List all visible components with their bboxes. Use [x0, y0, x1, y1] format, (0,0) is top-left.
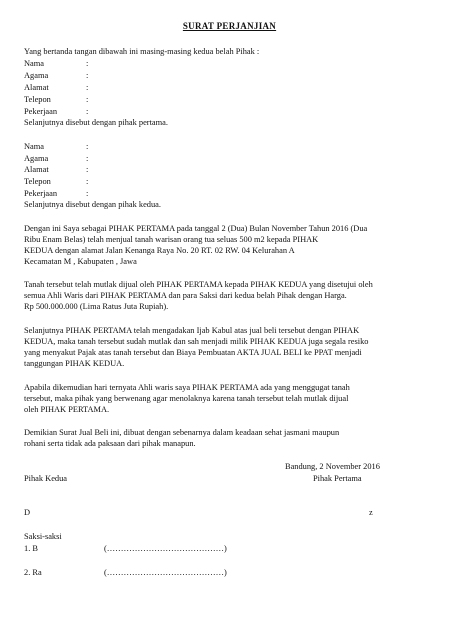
- witness-two-label: 2. Ra: [24, 568, 42, 577]
- paragraph-line: Kecamatan M , Kabupaten , Jawa: [24, 257, 137, 266]
- party-one-note: Selanjutnya disebut dengan pihak pertama.: [24, 118, 168, 127]
- paragraph-line: Selanjutnya PIHAK PERTAMA telah mengadakan Ijab Kabul atas jual beli tersebut dengan PIHAK: [24, 326, 360, 335]
- signature-right-initial: z: [369, 508, 373, 517]
- intro-text: Yang bertanda tangan dibawah ini masing-masing kedua belah Pihak :: [24, 47, 260, 56]
- field-name-label: Nama: [24, 142, 44, 151]
- paragraph-line: Tanah tersebut telah mutlak dijual oleh PIHAK PERTAMA kepada PIHAK KEDUA yang disetujui oleh: [24, 280, 373, 289]
- field-name-label: Nama: [24, 59, 44, 68]
- paragraph-line: yang menyakut Pajak atas tanah tersebut dan Biaya Pembuatan AKTA JUAL BELI ke PPAT menjadi: [24, 348, 362, 357]
- field-religion-label: Agama: [24, 71, 49, 80]
- field-colon: :: [86, 107, 89, 116]
- paragraph-line: tanggungan PIHAK KEDUA.: [24, 359, 125, 368]
- paragraph-line: rohani serta tidak ada paksaan dari pihak manapun.: [24, 439, 196, 448]
- paragraph-line: Rp 500.000.000 (Lima Ratus Juta Rupiah).: [24, 302, 169, 311]
- field-address-label: Alamat: [24, 83, 49, 92]
- field-colon: :: [86, 83, 89, 92]
- pihak-kedua-label: Pihak Kedua: [24, 474, 68, 483]
- paragraph-line: Apabila dikemudian hari ternyata Ahli waris saya PIHAK PERTAMA ada yang menggugat tanah: [24, 383, 350, 392]
- signature-left-initial: D: [24, 508, 31, 517]
- paragraph-line: Ribu Enam Belas) telah menjual tanah warisan orang tua seluas 500 m2 kepada PIHAK: [24, 235, 319, 244]
- field-phone-label: Telepon: [24, 177, 51, 186]
- witness-title: Saksi-saksi: [24, 532, 62, 541]
- field-job-label: Pekerjaan: [24, 189, 58, 198]
- witness-one-label: 1. B: [24, 544, 38, 553]
- party-two-note: Selanjutnya disebut dengan pihak kedua.: [24, 200, 161, 209]
- witness-one-signature-line: (……………………………………): [104, 544, 227, 553]
- place-date: Bandung, 2 November 2016: [285, 462, 380, 471]
- field-colon: :: [86, 189, 89, 198]
- field-phone-label: Telepon: [24, 95, 51, 104]
- field-address-label: Alamat: [24, 165, 49, 174]
- witness-two-signature-line: (……………………………………): [104, 568, 227, 577]
- field-religion-label: Agama: [24, 154, 49, 163]
- field-colon: :: [86, 59, 89, 68]
- pihak-pertama-label: Pihak Pertama: [313, 474, 362, 483]
- field-colon: :: [86, 142, 89, 151]
- paragraph-line: semua Ahli Waris dari PIHAK PERTAMA dan para Saksi dari kedua belah Pihak dengan Harga.: [24, 291, 347, 300]
- paragraph-line: KEDUA, maka tanah tersebut sudah mutlak dan sah menjadi milik PIHAK KEDUA juga segala resiko: [24, 337, 369, 346]
- document-title: SURAT PERJANJIAN: [182, 21, 277, 31]
- paragraph-line: tersebut, maka pihak yang berwenang agar menolaknya karena tanah tersebut telah mutlak dijual: [24, 394, 349, 403]
- paragraph-line: KEDUA dengan alamat Jalan Kenanga Raya No. 20 RT. 02 RW. 04 Kelurahan A: [24, 246, 295, 255]
- field-colon: :: [86, 165, 89, 174]
- field-colon: :: [86, 154, 89, 163]
- field-colon: :: [86, 177, 89, 186]
- field-job-label: Pekerjaan: [24, 107, 58, 116]
- field-colon: :: [86, 71, 89, 80]
- field-colon: :: [86, 95, 89, 104]
- paragraph-line: Dengan ini Saya sebagai PIHAK PERTAMA pada tanggal 2 (Dua) Bulan November Tahun 2016 (Dua: [24, 224, 368, 233]
- paragraph-line: oleh PIHAK PERTAMA.: [24, 405, 110, 414]
- paragraph-line: Demikian Surat Jual Beli ini, dibuat dengan sebenarnya dalam keadaan sehat jasmani maupun: [24, 428, 340, 437]
